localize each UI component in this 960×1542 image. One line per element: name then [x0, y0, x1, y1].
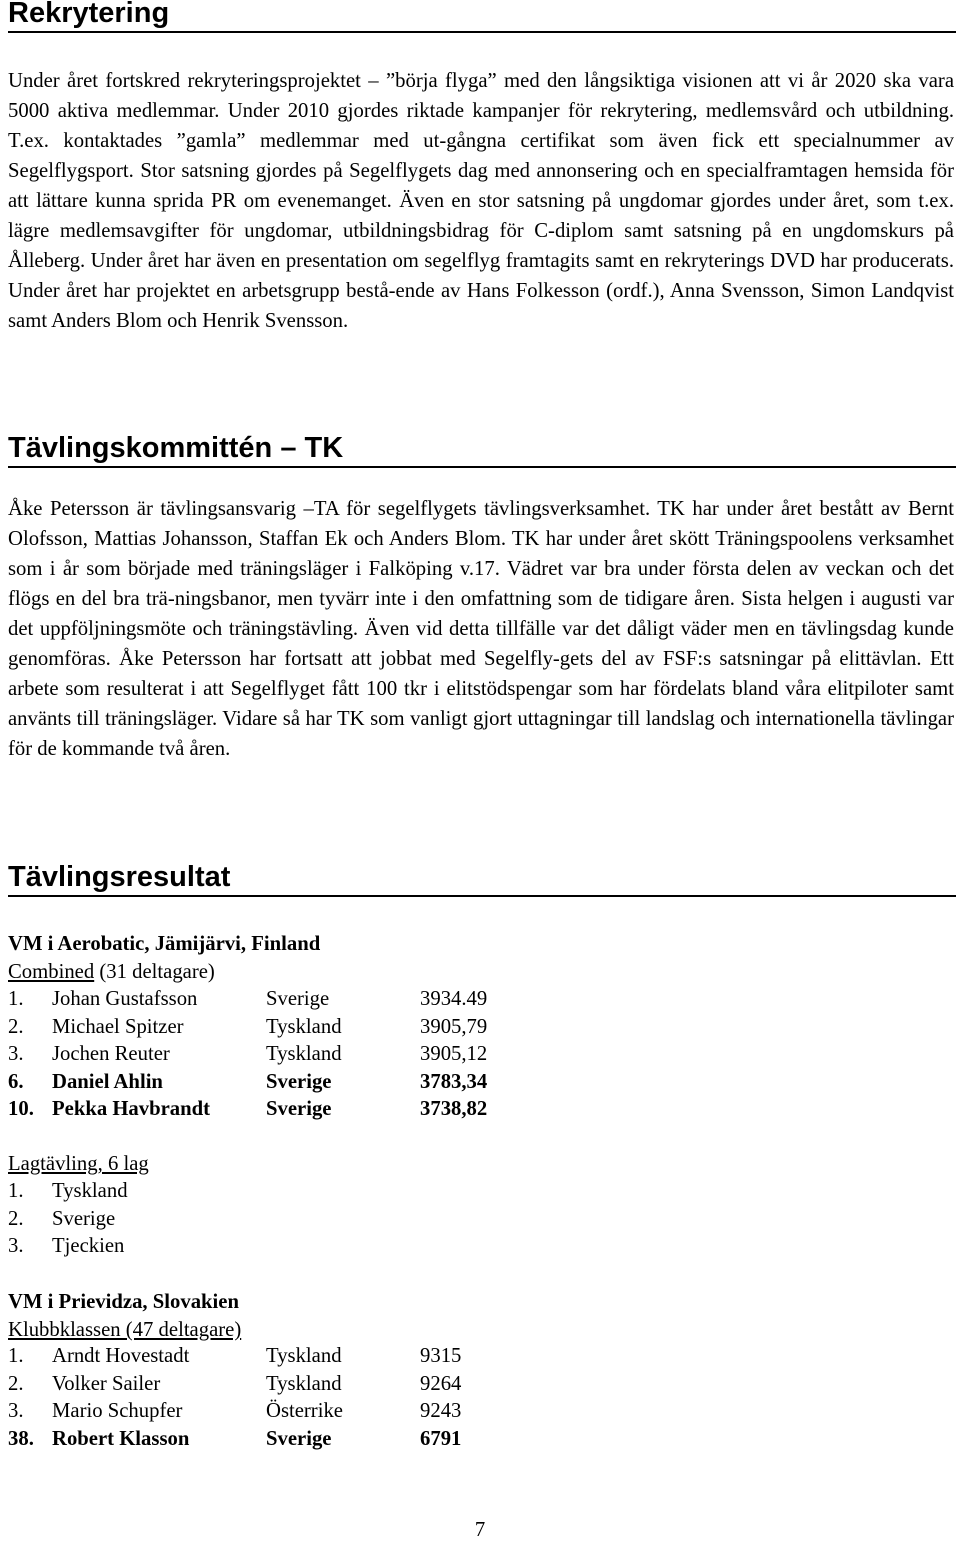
- result-score: 3934.49: [420, 988, 488, 1010]
- result-rank: 3.: [8, 1043, 24, 1065]
- result-country: Sverige: [266, 1070, 332, 1093]
- team-competition-label: [8, 1150, 149, 1178]
- heading-tavlingskommitten: Tävlingskommittén – TK: [8, 431, 956, 468]
- result-rank: 10.: [8, 1098, 34, 1120]
- results-list-prievidza: [0, 1343, 600, 1453]
- result-row: [0, 1398, 600, 1426]
- result-row: [0, 986, 600, 1014]
- result-rank: 6.: [8, 1070, 24, 1093]
- heading-tavlingsresultat: Tävlingsresultat: [8, 860, 956, 897]
- result-row: [0, 1371, 600, 1399]
- result-rank: 2.: [8, 1207, 24, 1230]
- result-row: [0, 1041, 600, 1069]
- result-row: [0, 1343, 600, 1371]
- result-row: [0, 1096, 600, 1124]
- result-rank: 2.: [8, 1015, 24, 1038]
- team-label: Lagtävling, 6 lag: [8, 1153, 149, 1175]
- class-name: Klubbklassen (47 deltagare): [8, 1319, 242, 1341]
- result-rank: 3.: [8, 1400, 24, 1422]
- result-country: Tyskland: [266, 1372, 342, 1395]
- result-score: 6791: [420, 1427, 462, 1450]
- result-score: 9243: [420, 1400, 462, 1422]
- results-list-aerobatic: [0, 986, 600, 1124]
- result-row: [0, 1069, 600, 1097]
- result-name: Arndt Hovestadt: [52, 1345, 190, 1367]
- result-name: Johan Gustafsson: [52, 988, 198, 1010]
- result-country: Tyskland: [266, 1015, 342, 1038]
- result-country: Sverige: [266, 1427, 332, 1450]
- result-country: Österrike: [266, 1400, 343, 1422]
- result-rank: 1.: [8, 1345, 24, 1367]
- paragraph-tavlingskommitten: Åke Petersson är tävlingsansvarig –TA för segelflygets tävlingsverksamhet. TK har under året bestått av Bernt Olofsson, Mattias Johansson, Staffan Ek och Anders Blom. TK har under året skött Träningspoolens verksamhet som i år som började med träningsläger i Falköping v.17. Vädret var bra under första delen av veckan och det flögs en del bra trä-ningsbanor, men tyvärr inte i den omfattning som de tidigare åren. Sista helgen i augusti var det uppföljningsmöte och träningstävling. Även vid detta tillfälle var det dåligt väder men en tävlingsdag kunde genomföras. Åke Petersson har fortsatt att jobbat med Segelfly-gets del av FSF:s satsningar på elittävlan. Ett arbete som resulterat i att Segelflyget fått 100 tkr i elitstödspengar som har fördelats bland våra elitpiloter samt använts till träningsläger. Vidare så har TK som vanligt gjort uttagningar till landslag och internationella tävlingar för de kommande två åren.: [8, 498, 954, 760]
- result-name: Tjeckien: [52, 1235, 125, 1257]
- result-rank: 3.: [8, 1235, 24, 1257]
- result-row: [0, 1426, 600, 1454]
- result-score: 3783,34: [420, 1070, 488, 1093]
- competition-title-prievidza: VM i Prievidza, Slovakien: [8, 1291, 239, 1313]
- result-country: Sverige: [266, 1098, 332, 1120]
- page-number: 7: [474, 1519, 486, 1541]
- result-score: 3738,82: [420, 1098, 488, 1120]
- result-name: Jochen Reuter: [52, 1043, 170, 1065]
- result-name: Pekka Havbrandt: [52, 1098, 211, 1120]
- result-name: Volker Sailer: [52, 1372, 161, 1395]
- class-note: (31 deltagare): [94, 961, 215, 983]
- result-name: Sverige: [52, 1207, 116, 1230]
- result-score: 9315: [420, 1345, 462, 1367]
- result-rank: 2.: [8, 1372, 24, 1395]
- result-name: Robert Klasson: [52, 1427, 190, 1450]
- result-country: Sverige: [266, 988, 330, 1010]
- result-country: Tyskland: [266, 1345, 342, 1367]
- result-row: [0, 1206, 400, 1234]
- result-country: Tyskland: [266, 1043, 342, 1065]
- result-score: 9264: [420, 1372, 462, 1395]
- class-label-klubbklassen: [8, 1316, 241, 1344]
- result-row: [0, 1233, 400, 1261]
- competition-title-aerobatic: VM i Aerobatic, Jämijärvi, Finland: [8, 933, 321, 955]
- result-name: Michael Spitzer: [52, 1015, 184, 1038]
- result-score: 3905,12: [420, 1043, 488, 1065]
- heading-rekrytering: Rekrytering: [8, 0, 956, 33]
- result-rank: 38.: [8, 1427, 34, 1450]
- result-score: 3905,79: [420, 1015, 488, 1038]
- result-row: [0, 1178, 400, 1206]
- class-label-combined: [8, 958, 215, 986]
- result-rank: 1.: [8, 988, 24, 1010]
- result-rank: 1.: [8, 1180, 24, 1202]
- result-name: Tyskland: [52, 1180, 128, 1202]
- team-results-list: [0, 1178, 400, 1261]
- result-row: [0, 1014, 600, 1042]
- paragraph-rekrytering: Under året fortskred rekryteringsprojektet – ”börja flyga” med den långsiktiga visionen att vi år 2020 ska vara 5000 aktiva medlemmar. Under 2010 gjordes riktade kampanjer för rekrytering, medlemsvård och utbildning. T.ex. kontaktades ”gamla” medlemmar med ut-gångna certifikat som även fick ett specialnummer av Segelflygsport. Stor satsning gjordes på Segelflygets dag med annonsering och en specialframtagen hemsida för att lättare kunna sprida PR om evenemanget. Även en stor satsning på ungdomar gjordes under året, som t.ex. lägre medlemsavgifter för ungdomar, utbildningsbidrag för C-diplom samt satsning på en ungdomskurs på Ålleberg. Under året har även en presentation om segelflyg framtagits samt en rekryterings DVD har producerats. Under året har projektet en arbetsgrupp bestå-ende av Hans Folkesson (ordf.), Anna Svensson, Simon Landqvist samt Anders Blom och Henrik Svensson.: [8, 70, 954, 332]
- class-name: Combined: [8, 961, 95, 983]
- result-name: Daniel Ahlin: [52, 1070, 163, 1093]
- result-name: Mario Schupfer: [52, 1400, 183, 1422]
